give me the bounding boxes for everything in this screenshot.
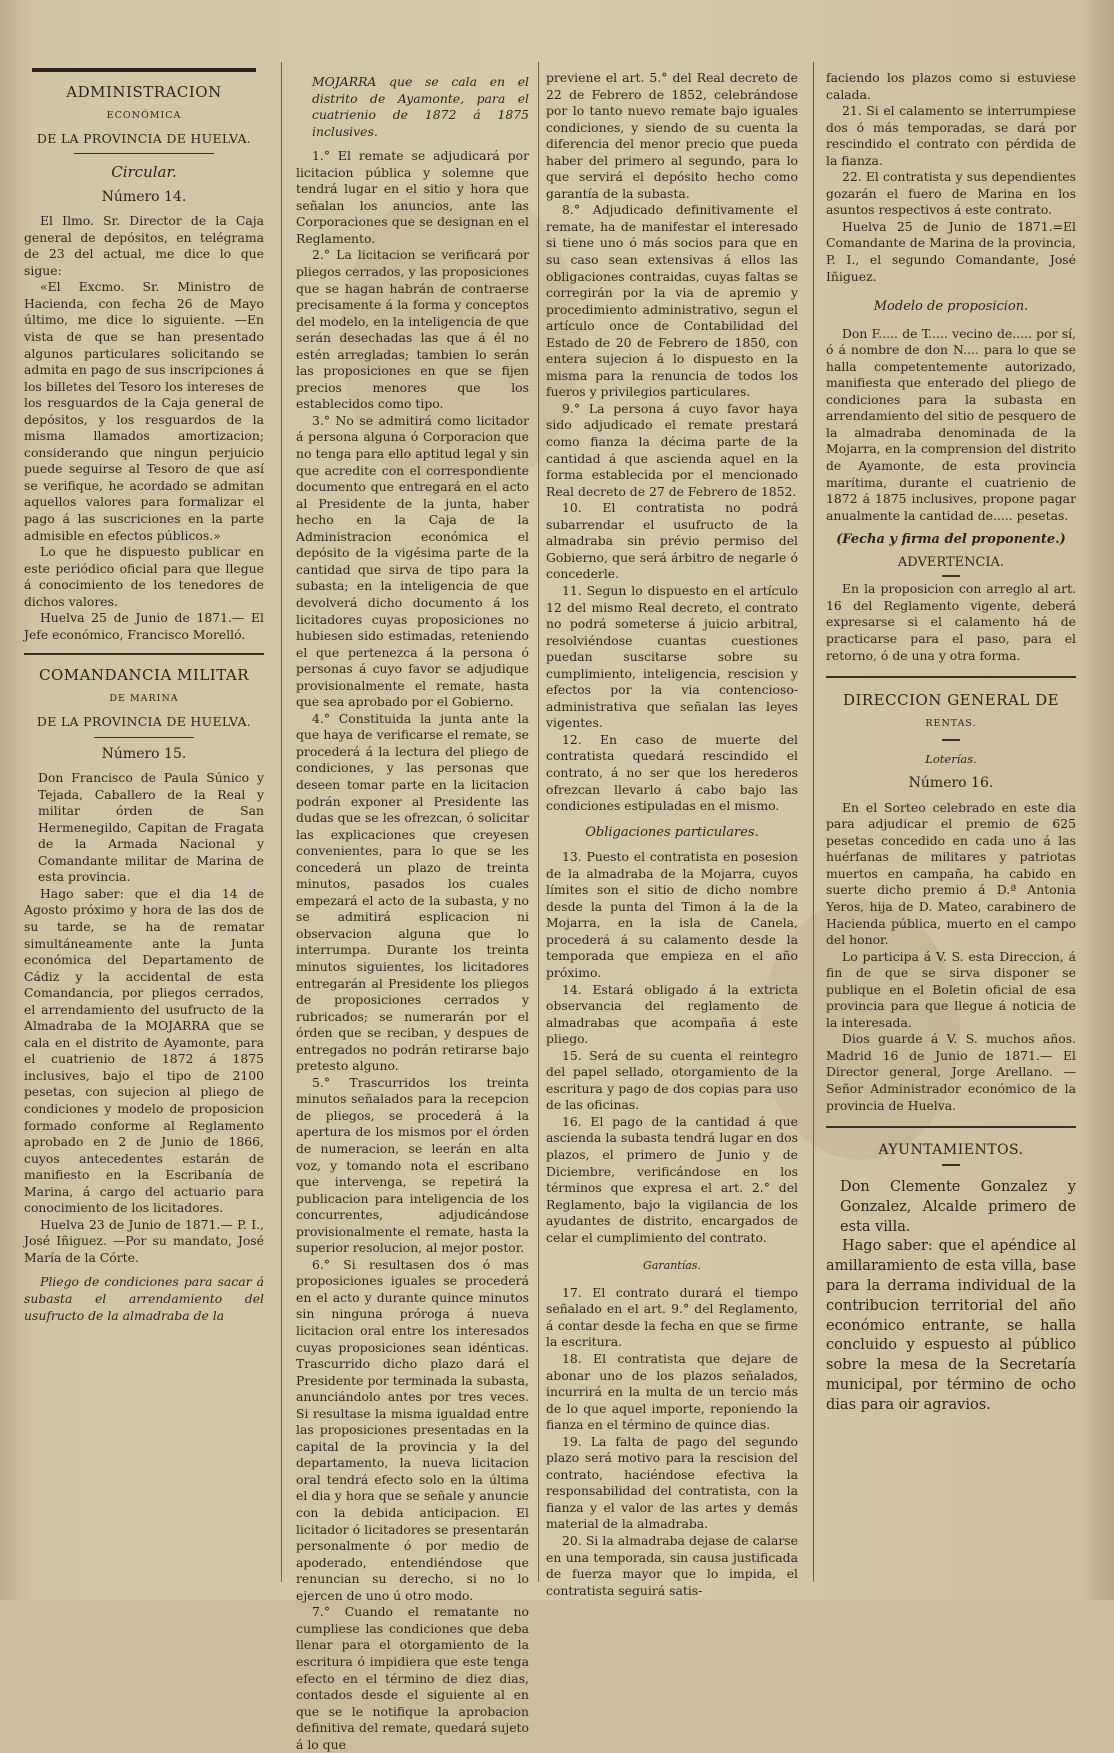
- condition: 16. El pago de la cantidad á que ascienda la subasta tendrá lugar en dos plazos, el primero de Junio y de Diciembre, verificándose en los términos que expresa el art. 2.° del Reglamento, bajo la vigilancia de los ayudantes de distrito, encargados de celar el cumplimiento del contrato.: [546, 1113, 798, 1245]
- condition: 13. Puesto el contratista en posesion de la almadraba de la Mojarra, cuyos límites son el sitio de dicho nombre desde la punta del Timon á la de la Mojarra, en la isla de Canela, procederá á su calamento desde la temporada que empieza en el año próximo.: [546, 849, 798, 980]
- condition: 7.° Cuando el rematante no cumpliese las condiciones que deba llenar para el otorgamiento de la escritura ó impidiera que este tenga efecto en el término de diez dias, contados desde el siguiente al en que se le notifique la aprobacion definitiva del remate, quedará sujeto á lo que: [296, 1604, 529, 1752]
- circular-heading: Circular.: [111, 163, 177, 182]
- military-subtitle: DE MARINA: [109, 693, 179, 705]
- column-2: [296, 74, 529, 1752]
- number-15: Número 15.: [101, 745, 187, 762]
- condition: 6.° Si resultasen dos ó mas proposiciones iguales se procederá en el acto y durante quince minutos sin ninguna próroga á nueva licitacion oral entre los interesados cuyas proposiciones sean idénticas. Trascurrido dicho plazo dará el Presidente por terminada la subasta, anunciándolo antes por tres veces. Si resultase la misma igualdad entre las proposiciones presentadas en la capital de la provincia y la del departamento, la nueva licitacion oral tendrá efecto solo en la última el dia y hora que se señale y anuncie con la debida anticipacion. El licitador ó licitadores se presentarán personalmente ó por medio de apoderado, entendiéndose que renuncian su derecho, si no lo ejercen de uno ú otro modo.: [296, 1256, 529, 1603]
- paragraph: Lo participa á V. S. esta Direccion, á fin de que se sirva disponer se publique en el Boletin oficial de esa provincia para que llegue á noticia de la interesada.: [826, 948, 1076, 1030]
- direction-title: DIRECCION GENERAL DE: [842, 691, 1060, 710]
- paragraph: El Ilmo. Sr. Director de la Caja general de depósitos, en telégrama de 23 del actual, me dice lo que sigue:: [24, 213, 264, 278]
- pliego-heading: Pliego de condiciones para sacar á subasta el arrendamiento del usufructo de la almadraba de la: [24, 1274, 264, 1323]
- mayor-intro: Don Clemente Gonzalez y Gonzalez, Alcalde primero de esta villa.: [840, 1179, 1076, 1235]
- column-rule: [538, 62, 539, 1582]
- paragraph: En el Sorteo celebrado en este dia para adjudicar el premio de 625 pesetas concedido en cada uno á las huérfanas de militares y patriotas muertos en campaña, ha cabido en suerte dicho premio á D.ª Antonia Yeros, hija de D. Mateo, carabinero de Hacienda pública, muerto en el campo del honor.: [826, 799, 1076, 948]
- condition: 22. El contratista y sus dependientes gozarán el fuero de Marina en los asuntos respectivos á este contrato.: [826, 169, 1076, 218]
- condition: 14. Estará obligado á la extricta observancia del reglamento de almadrabas que acompaña á este pliego.: [546, 981, 798, 1047]
- paragraph: Hago saber: que el dia 14 de Agosto próximo y hora de las dos de su tarde, se ha de rematar simultáneamente ante la Junta económica del Departamento de Cádiz y la accidental de esta Comandancia, por pliegos cerrados, el arrendamiento del usufructo de la Almadraba de la MOJARRA que se cala en el distrito de Ayamonte, para el cuatrienio de 1872 á 1875 inclusives, bajo el tipo de 2100 pesetas, con sujecion al pliego de condiciones y modelo de proposicion formado conforme al Reglamento aprobado en 2 de Junio de 1866, cuyos antecedentes estarán de manifiesto en la Escribanía de Marina, á cargo del actuario para conocimiento de los licitadores.: [24, 885, 264, 1216]
- admin-title: ADMINISTRACION: [66, 83, 222, 101]
- loterias-heading: Loterías.: [925, 751, 977, 766]
- obligations-heading: Obligaciones particulares.: [585, 824, 759, 840]
- column-3: [546, 70, 798, 1598]
- proposal-model: Don F..... de T..... vecino de..... por sí, ó á nombre de don N.... para lo que se halla competentemente autorizado, manifiesta que enterado del pliego de condiciones para la subasta en arrendamiento del sitio de pesquero de la almadraba denominada de la Mojarra, en la comprension del distrito de Ayamonte, de esta provincia marítima, durante el cuatrienio de 1872 á 1875 inclusives, propone pagar anualmente la cantidad de..... pesetas.: [826, 325, 1076, 523]
- condition-cont: faciendo los plazos como si estuviese calada.: [826, 70, 1076, 102]
- section-rule: [826, 676, 1076, 678]
- condition: 10. El contratista no podrá subarrendar el usufructo de la almadraba sin prévio permiso del Gobierno, que será árbitro de negarle ó concederle.: [546, 500, 798, 582]
- direction-subtitle: RENTAS.: [925, 718, 977, 730]
- pliego-heading-cont: MOJARRA que se cala en el distrito de Ayamonte, para el cuatrienio de 1872 á 1875 inclusives.: [312, 74, 529, 139]
- divider: [74, 153, 214, 154]
- admin-subtitle: ECONÓMICA: [106, 110, 182, 121]
- condition: 9.° La persona á cuyo favor haya sido adjudicado el remate prestará como fianza la décima parte de la cantidad á que ascienda aquel en la forma establecida por el mencionado Real decreto de 27 de Febrero de 1852.: [546, 400, 798, 499]
- advertencia-heading: ADVERTENCIA.: [897, 554, 1005, 570]
- divider: [94, 737, 194, 738]
- paragraph: En la proposicion con arreglo al art. 16 del Reglamento vigente, deberá expresarse si el calamento há de practicarse para el paso, para el retorno, ó de una y otra forma.: [826, 581, 1076, 663]
- paragraph: Dios guarde á V. S. muchos años. Madrid 16 de Junio de 1871.— El Director general, Jorge Arellano. —Señor Administrador económico de la provincia de Huelva.: [826, 1031, 1076, 1113]
- model-heading: Modelo de proposicion.: [873, 299, 1029, 315]
- condition: 18. El contratista que dejare de abonar uno de los plazos señalados, incurrirá en la multa de un tercio más de lo que aquel importe, reponiendo la fianza en el término de quince dias.: [546, 1351, 798, 1433]
- signature: Huelva 23 de Junio de 1871.— P. I., José Iñiguez. —Por su mandato, José María de la Córte.: [24, 1216, 264, 1265]
- dash: [942, 575, 960, 577]
- condition: 21. Si el calamento se interrumpiese dos ó más temporadas, se dará por rescindido el contrato con pérdida de la fianza.: [826, 103, 1076, 168]
- paragraph: Hago saber: que el apéndice al amillaramiento de esta villa, base para la derrama individual de la contribucion territorial del año económico entrante, se halla concluido y espuesto al público sobre la mesa de la Secretaría municipal, por término de ocho dias para oir agravios.: [826, 1238, 1076, 1413]
- number-16: Número 16.: [908, 775, 994, 792]
- number-14: Número 14.: [101, 188, 187, 205]
- condition: 1.° El remate se adjudicará por licitacion pública y solemne que tendrá lugar en el sitio y hora que señalan los anuncios, ante las Corporaciones que se designan en el Reglamento.: [296, 148, 529, 246]
- paragraph: Huelva 25 de Junio de 1871.— El Jefe económico, Francisco Morelló.: [24, 610, 264, 642]
- column-rule: [813, 62, 814, 1582]
- condition: 17. El contrato durará el tiempo señalado en el art. 9.° del Reglamento, á contar desde la fecha en que se firme la escritura.: [546, 1284, 798, 1350]
- section-rule: [24, 653, 264, 655]
- commander-intro: Don Francisco de Paula Súnico y Tejada, Caballero de la Real y militar órden de San Hermenegildo, Capitan de Fragata de la Armada Nacional y Comandante militar de Marina de esta provincia.: [38, 770, 264, 885]
- condition: 11. Segun lo dispuesto en el artículo 12 del mismo Real decreto, el contrato no podrá someterse á juicio arbitral, resolviéndose cuantas cuestiones puedan suscitarse sobre su cumplimiento, inteligencia, rescision y efectos por la via contencioso-administrativa que señalan las leyes vigentes.: [546, 582, 798, 731]
- condition: 4.° Constituida la junta ante la que haya de verificarse el remate, se procederá á la lectura del pliego de condiciones, y las personas que deseen tomar parte en la licitacion podrán exponer al Presidente las dudas que se les ofrezcan, ó solicitar las explicaciones que creyesen convenientes, para lo que se les concederá un plazo de treinta minutos, pasados los cuales empezará el acto de la subasta, y no se admitirá esplicacion ni observacion alguna que lo interrumpa. Durante los treinta minutos siguientes, los licitadores entregarán al Presidente los pliegos de proposiciones cerrados y rubricados; se numerarán por el órden que se reciban, y despues de entregados no podrán retirarse bajo pretesto alguno.: [296, 710, 529, 1074]
- condition: 5.° Trascurridos los treinta minutos señalados para la recepcion de pliegos, se procederá á la apertura de los mismos por el órden de numeracion, se leerán en alta voz, y tomando nota el escribano que intervenga, se repetirá la publicacion para inteligencia de los concurrentes, adjudicándose provisionalmente el remate, hasta la superior resolucion, al mejor postor.: [296, 1074, 529, 1256]
- ayuntamientos-title: AYUNTAMIENTOS.: [878, 1142, 1024, 1159]
- paragraph: «El Excmo. Sr. Ministro de Hacienda, con fecha 26 de Mayo último, me dice lo siguiente. —En vista de que se han presentado algunos particulares solicitando se admita en pago de sus inscripciones á los billetes del Tesoro los intereses de los resguardos de la Caja general de depósitos, y los resguardos de la misma llamados amortizacion; considerando que ningun perjuicio puede seguirse al Tesoro de que así se verifique, he acordado se admitan aquellos valores para formalizar el pago á las suscriciones en la parte admisible en efectos públicos.»: [24, 279, 264, 543]
- condition: 19. La falta de pago del segundo plazo será motivo para la rescision del contrato, haciéndose efectiva la responsabilidad del contratista, con la fianza y el valor de las artes y demás material de la almadraba.: [546, 1433, 798, 1532]
- admin-province: DE LA PROVINCIA DE HUELVA.: [36, 130, 252, 146]
- military-province: DE LA PROVINCIA DE HUELVA.: [36, 713, 252, 729]
- condition: 2.° La licitacion se verificará por pliegos cerrados, y las proposiciones que se hagan habrán de contraerse precisamente á la forma y conceptos del modelo, en la inteligencia de que serán desechadas las que á él no estén arregladas; tambien lo serán las proposiciones en que se fijen precios menores que los establecidos como tipo.: [296, 247, 529, 412]
- condition-cont: previene el art. 5.° del Real decreto de 22 de Febrero de 1852, celebrándose por lo tanto nuevo remate bajo iguales condiciones, y siendo de su cuenta la diferencia del menor precio que pueda haber del primero al segundo, para lo que servirá el depósito hecho como garantía de la subasta.: [546, 70, 798, 201]
- column-rule: [281, 62, 282, 1582]
- column-4: [826, 70, 1076, 1580]
- condition: 20. Si la almadraba dejase de calarse en una temporada, sin causa justificada de fuerza mayor que lo impida, el contratista seguirá satis-: [546, 1533, 798, 1598]
- guarantees-heading: Garantías.: [643, 1259, 701, 1273]
- paragraph: Lo que he dispuesto publicar en este periódico oficial para que llegue á conocimiento de los tenedores de dichos valores.: [24, 544, 264, 609]
- condition: 3.° No se admitirá como licitador á persona alguna ó Corporacion que no tenga para ello aptitud legal y sin que acredite con el correspondiente documento que entregará en el acto al Presidente de la junta, haber hecho en la Caja de la Administracion económica el depósito de la vigésima parte de la cantidad que sirva de tipo para la subasta; en la inteligencia de que devolverá dicho documento á los licitadores cuyas proposiciones no hubiesen sido estimadas, reteniendo el que pertenezca á la persona ó personas á cuyo favor se adjudique provisionalmente el remate, hasta que sea aprobado por el Gobierno.: [296, 412, 529, 710]
- dash: [942, 1164, 960, 1166]
- dash: [942, 739, 960, 741]
- signature: Huelva 25 de Junio de 1871.=El Comandante de Marina de la provincia, P. I., el segundo Comandante, José Iñiguez.: [826, 218, 1076, 284]
- condition: 12. En caso de muerte del contratista quedará rescindido el contrato, á no ser que los herederos ofrezcan llevarlo á cabo bajo las condiciones estipuladas en el mismo.: [546, 731, 798, 814]
- signature-line: (Fecha y firma del proponente.): [836, 532, 1066, 548]
- section-rule: [826, 1126, 1076, 1128]
- condition: 15. Será de su cuenta el reintegro del papel sellado, otorgamiento de la escritura y pago de dos copias para uso de las oficinas.: [546, 1047, 798, 1113]
- military-title: COMANDANCIA MILITAR: [38, 666, 250, 685]
- column-1: [24, 66, 264, 1580]
- condition: 8.° Adjudicado definitivamente el remate, ha de manifestar el interesado si tiene uno ó más socios para que en su caso sean extensivas á ellos las obligaciones contraidas, cuyas faltas se corregirán por la via de apremio y procedimiento administrativo, segun el artículo once de Contabilidad del Estado de 20 de Febrero de 1850, con entera sujecion á lo dispuesto en la misma para la renuncia de todos los fueros y privilegios particulares.: [546, 202, 798, 400]
- header-rule: [32, 68, 256, 72]
